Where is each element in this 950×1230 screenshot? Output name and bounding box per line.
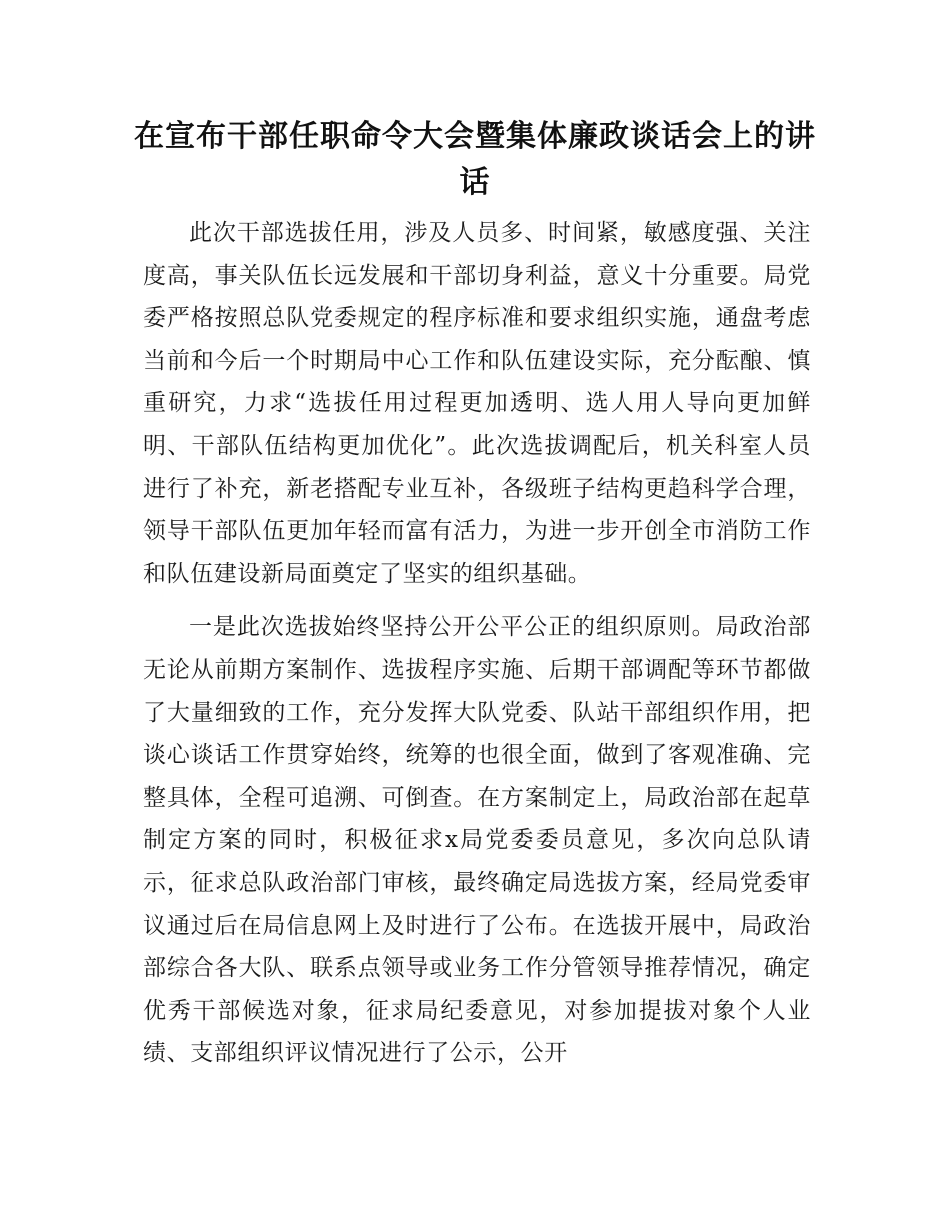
document-body: [143, 212, 811, 1075]
paragraph-intro: 此次干部选拔任用，涉及人员多、时间紧，敏感度强、关注度高，事关队伍长远发展和干部切身利益，意义十分重要。局党委严格按照总队党委规定的程序标准和要求组织实施，通盘考虑当前和今后一个时期局中心工作和队伍建设实际，充分酝酿、慎重研究，力求“选拔任用过程更加透明、选人用人导向更加鲜明、干部队伍结构更加优化”。此次选拔调配后，机关科室人员进行了补充，新老搭配专业互补，各级班子结构更趋科学合理，领导干部队伍更加年轻而富有活力，为进一步开创全市消防工作和队伍建设新局面奠定了坚实的组织基础。: [143, 220, 811, 587]
document-title: 在宣布干部任职命令大会暨集体廉政谈话会上的讲话: [134, 119, 816, 200]
paragraph-point-one: 一是此次选拔始终坚持公开公平公正的组织原则。局政治部无论从前期方案制作、选拔程序实施、后期干部调配等环节都做了大量细致的工作，充分发挥大队党委、队站干部组织作用，把谈心谈话工作贯穿始终，统筹的也很全面，做到了客观准确、完整具体，全程可追溯、可倒查。在方案制定上，局政治部在起草制定方案的同时，积极征求x局党委委员意见，多次向总队请示，征求总队政治部门审核，最终确定局选拔方案，经局党委审议通过后在局信息网上及时进行了公布。在选拔开展中，局政治部综合各大队、联系点领导或业务工作分管领导推荐情况，确定优秀干部候选对象，征求局纪委意见，对参加提拔对象个人业绩、支部组织评议情况进行了公示，公开: [143, 614, 811, 1067]
